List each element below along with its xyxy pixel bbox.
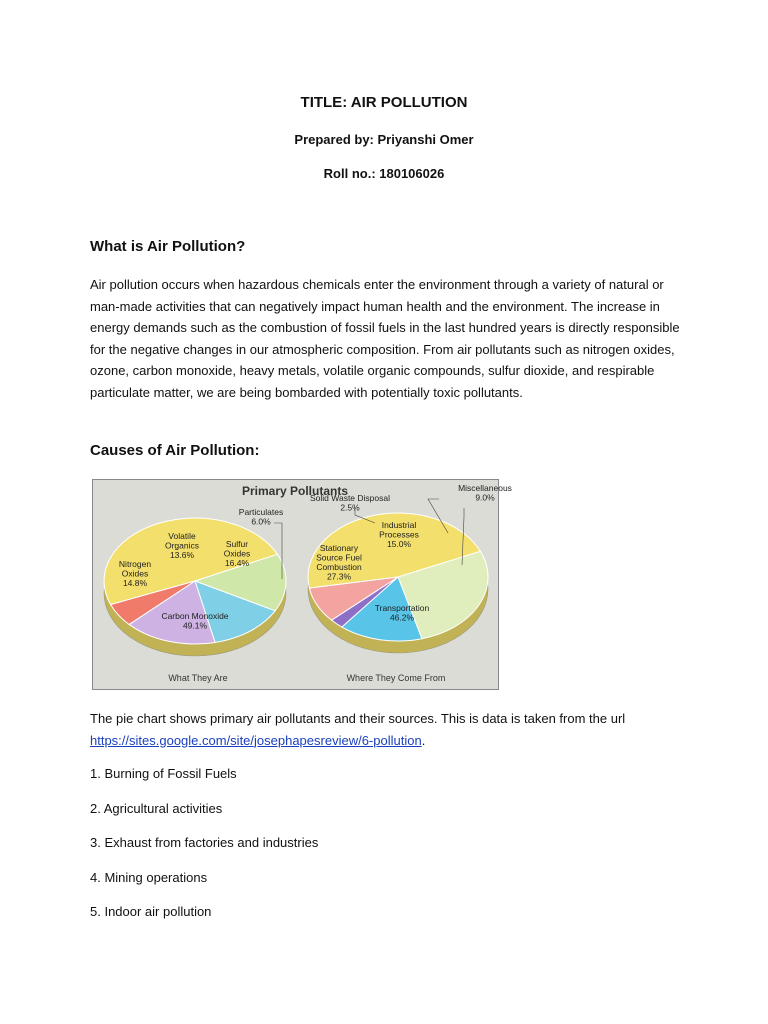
- pie-2-label-solid-waste-disposal: Solid Waste Disposal 2.5%: [310, 493, 390, 513]
- pie-1-label-nitrogen-oxides: Nitrogen Oxides 14.8%: [118, 559, 152, 588]
- roll-number: Roll no.: 180106026: [323, 166, 445, 181]
- chart-xlabel-where: Where They Come From: [346, 673, 446, 683]
- cause-item-2: 2. Agricultural activities: [90, 801, 223, 816]
- cause-item-3: 3. Exhaust from factories and industries: [90, 835, 319, 850]
- pie-1-label-carbon-monoxide: Carbon Monoxide 49.1%: [161, 611, 229, 631]
- chart-xlabel-what: What They Are: [168, 673, 228, 683]
- pie-1-label-particulates: Particulates 6.0%: [238, 507, 284, 527]
- pie-2-label-transportation: Transportation 46.2%: [374, 603, 430, 623]
- cause-item-4: 4. Mining operations: [90, 870, 208, 885]
- cause-item-5: 5. Indoor air pollution: [90, 904, 212, 919]
- section-heading-causes: Causes of Air Pollution:: [90, 442, 260, 459]
- pie-1-label-sulfur-oxides: Sulfur Oxides 16.4%: [223, 539, 251, 568]
- pie-charts-svg: [92, 479, 512, 690]
- prepared-by: Prepared by: Priyanshi Omer: [294, 132, 474, 147]
- pie-2-label-stationary-source-fuel-combustion: Stationary Source Fuel Combustion 27.3%: [316, 543, 362, 582]
- pie-2-label-miscellaneous: Miscellaneous 9.0%: [458, 483, 512, 503]
- pie-2-label-industrial-processes: Industrial Processes 15.0%: [379, 520, 419, 549]
- section-heading-what-is: What is Air Pollution?: [90, 238, 246, 255]
- source-link[interactable]: https://sites.google.com/site/josephapesreview/6-pollution: [90, 732, 422, 748]
- cause-item-1: 1. Burning of Fossil Fuels: [90, 766, 237, 781]
- pollutants-chart-figure: [92, 479, 512, 690]
- caption-end: .: [421, 732, 426, 748]
- pie-1-label-volatile-organics: Volatile Organics 13.6%: [164, 531, 200, 560]
- chart-caption: [90, 708, 690, 751]
- chart-title: Primary Pollutants: [241, 484, 349, 498]
- caption-text: The pie chart shows primary air pollutants and their sources. This is data is taken from the url: [90, 711, 626, 726]
- section-body-what-is: Air pollution occurs when hazardous chemicals enter the environment through a variety of natural or man-made activities that can negatively impact human health and the environment. The increase in energy demands such as the combustion of fossil fuels in the last hundred years is directly responsible for the negative changes in our atmospheric composition. From air pollutants such as nitrogen oxides, ozone, carbon monoxide, heavy metals, volatile organic compounds, sulfur dioxide, and respirable particulate matter, we are being bombarded with potentially toxic pollutants.: [90, 277, 680, 400]
- document-title: TITLE: AIR POLLUTION: [300, 94, 468, 111]
